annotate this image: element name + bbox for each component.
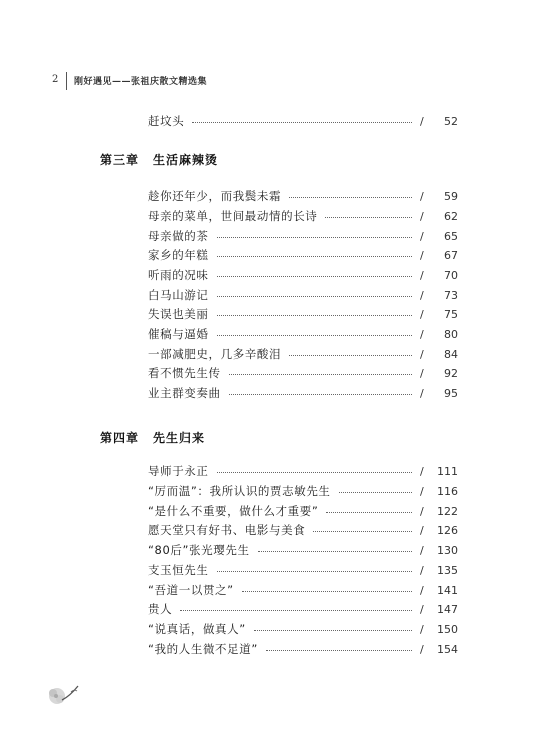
toc-entry <box>148 641 458 657</box>
toc-entry <box>148 306 458 322</box>
toc-entry <box>148 228 458 244</box>
entry-page-number: 122 <box>437 504 458 518</box>
toc-entry <box>148 113 458 129</box>
chapter-heading <box>100 428 205 446</box>
toc-entry <box>148 346 458 362</box>
entry-title: “厉而温”：我所认识的贾志敏先生 <box>148 484 331 498</box>
entry-page-number: 135 <box>437 563 458 577</box>
page-separator: / <box>420 543 424 557</box>
page-separator: / <box>420 268 424 282</box>
toc-entry <box>148 522 458 538</box>
entry-page-number: 111 <box>437 464 458 478</box>
toc-entry <box>148 483 458 499</box>
toc-entry <box>148 365 458 381</box>
entry-page-number: 70 <box>444 268 458 282</box>
dot-leader <box>217 237 413 238</box>
page-separator: / <box>420 229 424 243</box>
entry-page-number: 62 <box>444 209 458 223</box>
dot-leader <box>254 630 412 631</box>
dot-leader <box>192 122 412 123</box>
toc-entry <box>148 188 458 204</box>
entry-title: 赶坟头 <box>148 114 185 128</box>
chapter-label: 第三章 <box>100 152 140 167</box>
dot-leader <box>217 256 413 257</box>
toc-entry <box>148 621 458 637</box>
entry-page-number: 73 <box>444 288 458 302</box>
dot-leader <box>339 492 412 493</box>
entry-title: “我的人生微不足道” <box>148 642 258 656</box>
page-separator: / <box>420 288 424 302</box>
toc-entry <box>148 582 458 598</box>
dot-leader <box>217 296 413 297</box>
page-separator: / <box>420 523 424 537</box>
dot-leader <box>325 217 412 218</box>
entry-title: “是什么不重要，做什么才重要” <box>148 504 319 518</box>
page-number: 2 <box>52 74 59 85</box>
entry-page-number: 67 <box>444 248 458 262</box>
dot-leader <box>217 571 413 572</box>
entry-page-number: 84 <box>444 347 458 361</box>
entry-title: 母亲做的茶 <box>148 229 209 243</box>
dot-leader <box>180 610 412 611</box>
page-separator: / <box>420 189 424 203</box>
toc-entry <box>148 601 458 617</box>
page-separator: / <box>420 209 424 223</box>
page-separator: / <box>420 327 424 341</box>
page-separator: / <box>420 484 424 498</box>
entry-title: 愿天堂只有好书、电影与美食 <box>148 523 306 537</box>
dot-leader <box>266 650 412 651</box>
entry-page-number: 52 <box>444 114 458 128</box>
chapter-name: 先生归来 <box>153 430 206 445</box>
page-separator: / <box>420 248 424 262</box>
entry-page-number: 150 <box>437 622 458 636</box>
toc-entry <box>148 247 458 263</box>
dot-leader <box>289 197 412 198</box>
entry-title: 母亲的菜单，世间最动情的长诗 <box>148 209 318 223</box>
entry-title: 贵人 <box>148 602 173 616</box>
entry-title: “吾道一以贯之” <box>148 583 234 597</box>
entry-page-number: 65 <box>444 229 458 243</box>
entry-title: 白马山游记 <box>148 288 209 302</box>
dot-leader <box>229 394 412 395</box>
entry-title: 导师于永正 <box>148 464 209 478</box>
page-separator: / <box>420 114 424 128</box>
page-separator: / <box>420 464 424 478</box>
dot-leader <box>326 512 412 513</box>
toc-entry <box>148 208 458 224</box>
entry-page-number: 80 <box>444 327 458 341</box>
dot-leader <box>289 355 412 356</box>
entry-title: 业主群变奏曲 <box>148 386 221 400</box>
dot-leader <box>217 472 413 473</box>
toc-entry <box>148 503 458 519</box>
entry-title: “说真话，做真人” <box>148 622 246 636</box>
entry-page-number: 92 <box>444 366 458 380</box>
dot-leader <box>313 531 412 532</box>
toc-entry <box>148 267 458 283</box>
dot-leader <box>242 591 412 592</box>
entry-page-number: 141 <box>437 583 458 597</box>
dot-leader <box>217 335 413 336</box>
toc-entry <box>148 463 458 479</box>
entry-title: 家乡的年糕 <box>148 248 209 262</box>
entry-title: 失误也美丽 <box>148 307 209 321</box>
entry-page-number: 154 <box>437 642 458 656</box>
entry-title: 趁你还年少，而我鬓未霜 <box>148 189 282 203</box>
toc-entry <box>148 326 458 342</box>
page-separator: / <box>420 563 424 577</box>
entry-page-number: 147 <box>437 602 458 616</box>
chapter-name: 生活麻辣烫 <box>153 152 219 167</box>
chapter-label: 第四章 <box>100 430 140 445</box>
page-separator: / <box>420 366 424 380</box>
page-separator: / <box>420 307 424 321</box>
toc-entry <box>148 542 458 558</box>
header-divider <box>66 72 67 90</box>
entry-title: “80后”张光璎先生 <box>148 543 250 557</box>
page-separator: / <box>420 642 424 656</box>
page-separator: / <box>420 583 424 597</box>
entry-page-number: 75 <box>444 307 458 321</box>
page-separator: / <box>420 504 424 518</box>
page-separator: / <box>420 347 424 361</box>
book-title: 刚好遇见——张祖庆散文精选集 <box>74 77 208 87</box>
page-separator: / <box>420 386 424 400</box>
dot-leader <box>217 315 413 316</box>
entry-page-number: 95 <box>444 386 458 400</box>
entry-title: 看不惯先生传 <box>148 366 221 380</box>
entry-title: 催稿与逼婚 <box>148 327 209 341</box>
entry-page-number: 126 <box>437 523 458 537</box>
toc-entry <box>148 385 458 401</box>
entry-page-number: 130 <box>437 543 458 557</box>
entry-title: 听雨的况味 <box>148 268 209 282</box>
entry-page-number: 116 <box>437 484 458 498</box>
page-separator: / <box>420 602 424 616</box>
entry-page-number: 59 <box>444 189 458 203</box>
entry-title: 一部减肥史，几多辛酸泪 <box>148 347 282 361</box>
toc-entry <box>148 562 458 578</box>
page-separator: / <box>420 622 424 636</box>
toc-entry <box>148 287 458 303</box>
entry-title: 支玉恒先生 <box>148 563 209 577</box>
chapter-heading <box>100 150 218 168</box>
dot-leader <box>217 276 413 277</box>
dot-leader <box>258 551 412 552</box>
ink-flower-ornament-icon <box>44 680 84 710</box>
dot-leader <box>229 374 412 375</box>
